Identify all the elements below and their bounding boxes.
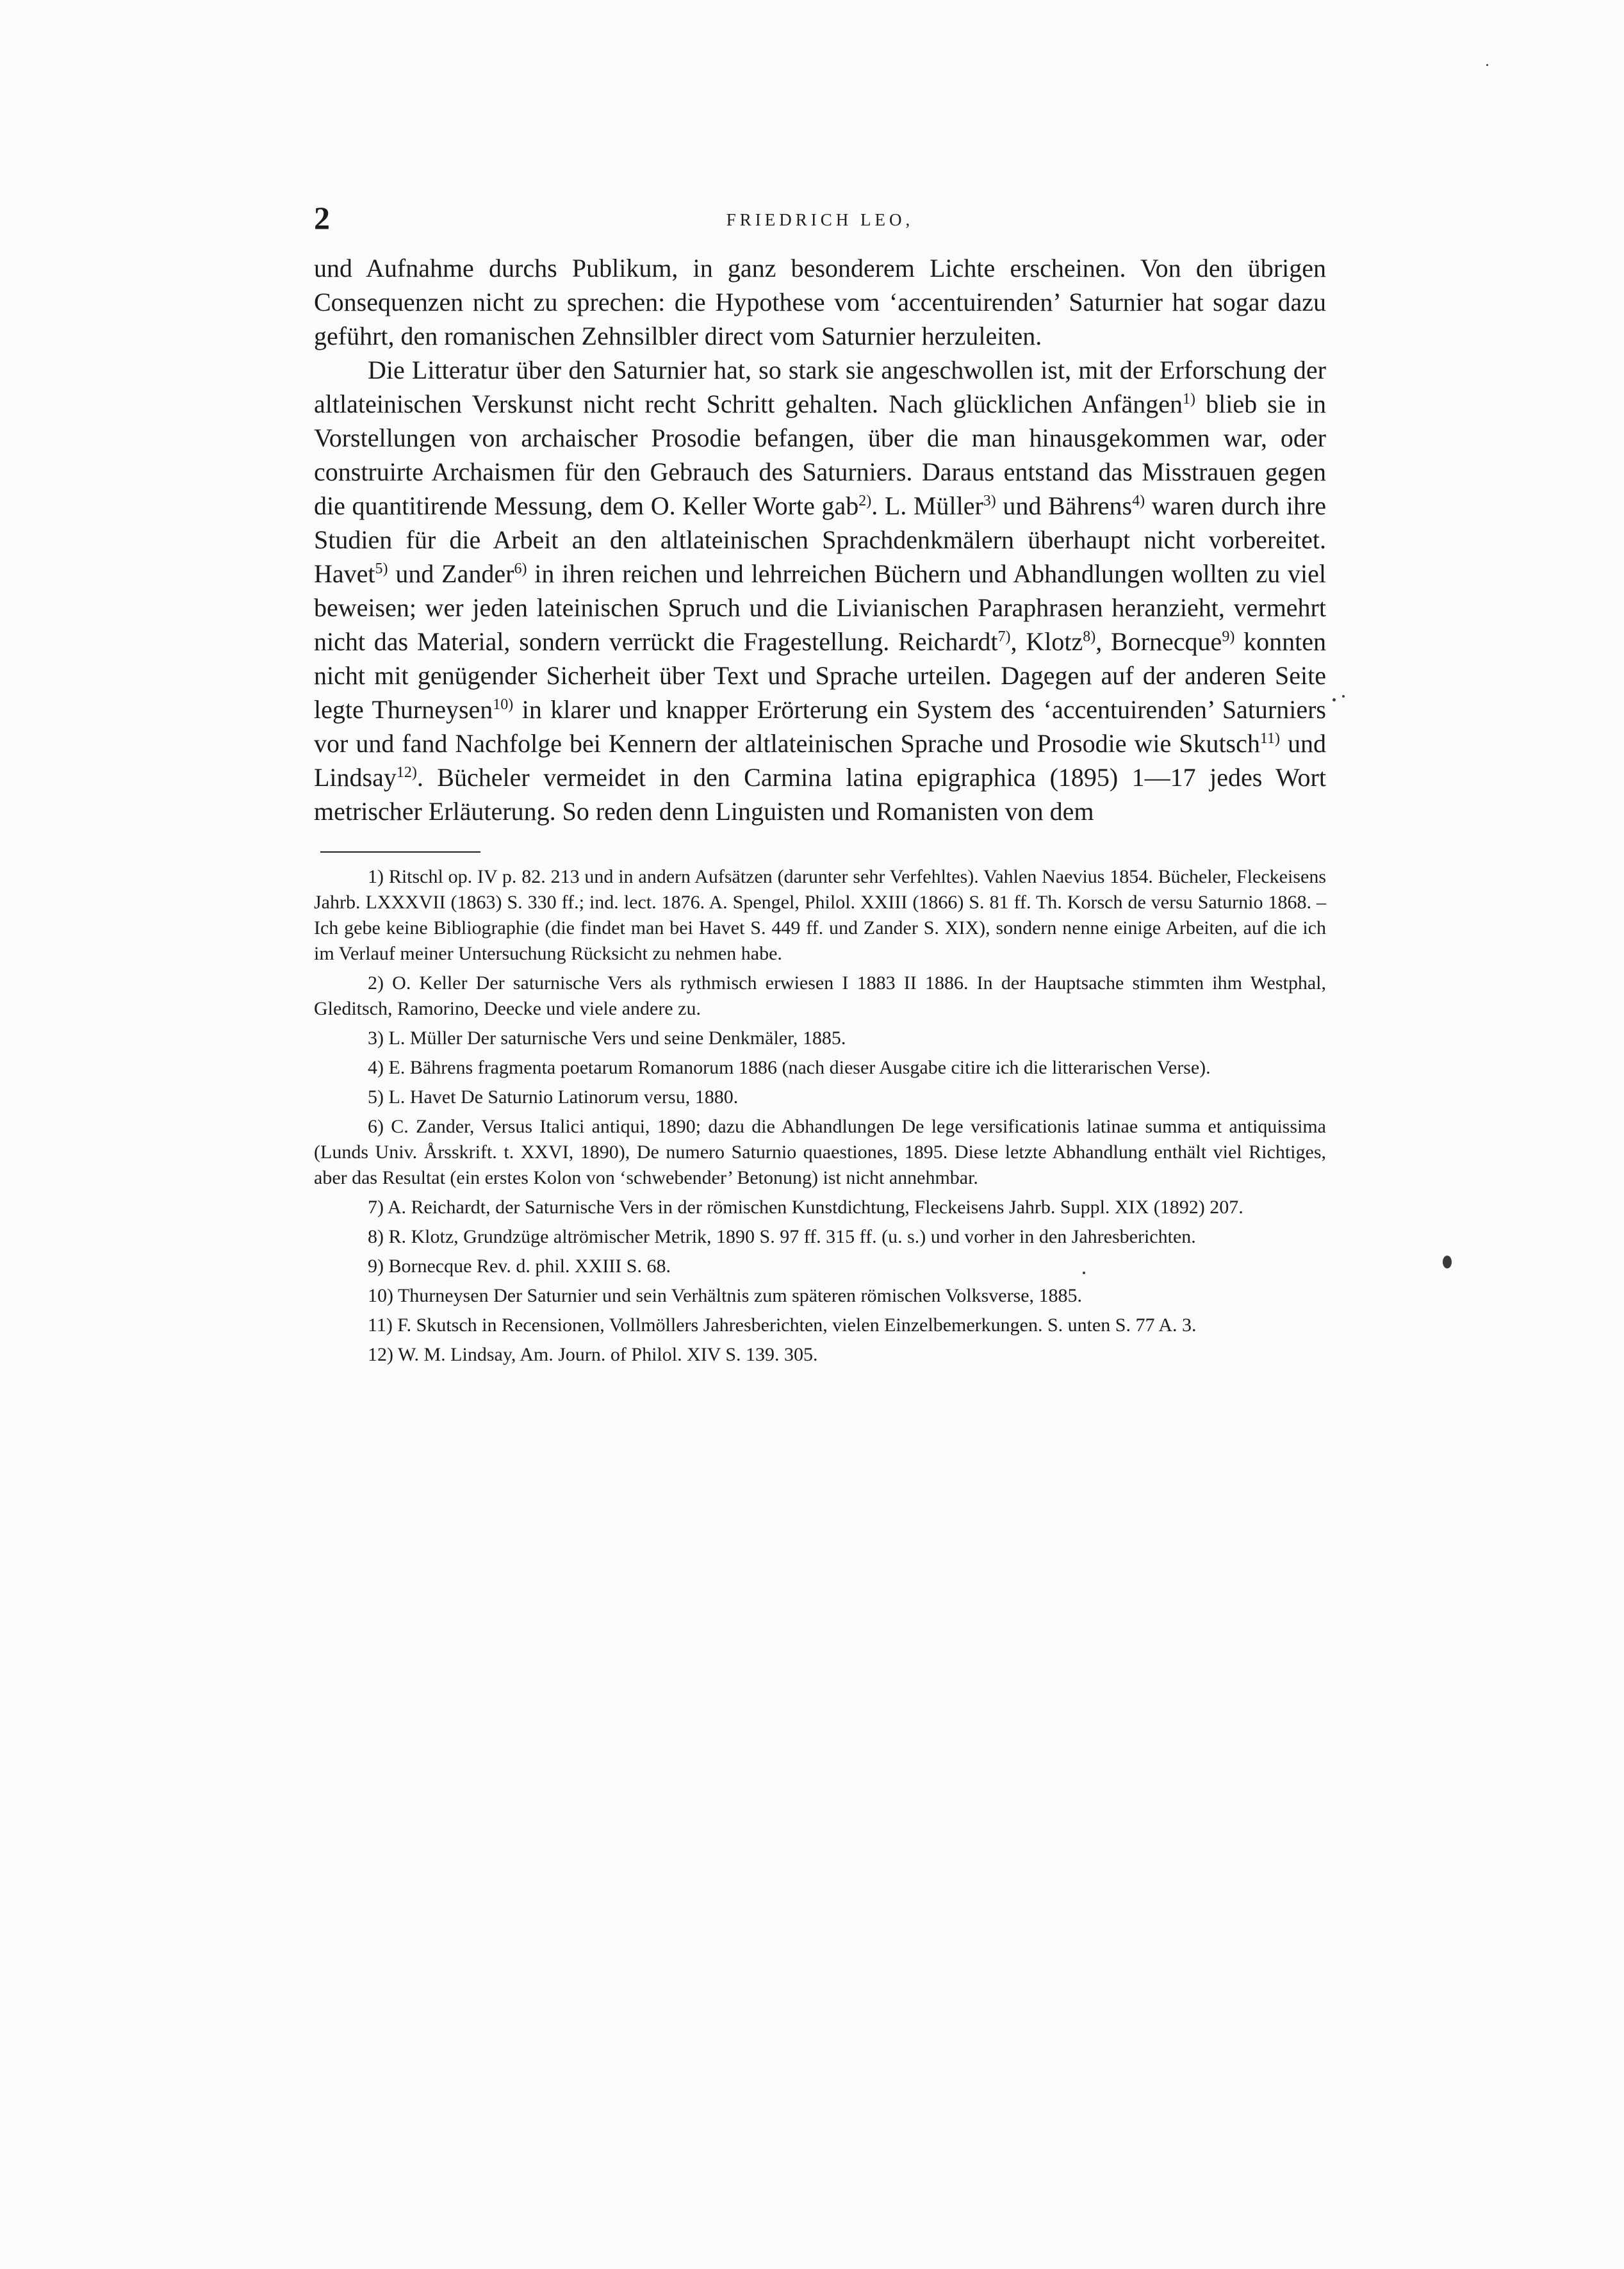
footnote-1: 1) Ritschl op. IV p. 82. 213 und in andern Aufsätzen (darunter sehr Verfehltes). Vahlen Naevius 1854. Bücheler, Fleckeisens Jahrb. LXXXVII (1863) S. 330 ff.; ind. lect. 1876. A. Spengel, Philol. XXIII (1866) S. 81 ff. Th. Korsch de versu Saturnio 1868. – Ich gebe keine Bibliographie (die findet man bei Havet S. 449 ff. und Zander S. XIX), sondern nenne einige Arbeiten, auf die ich im Verlauf meiner Untersuchung Rücksicht zu nehmen habe. [314,866,1326,964]
footnote-7: 7) A. Reichardt, der Saturnische Vers in der römischen Kunstdichtung, Fleckeisens Jahrb. Suppl. XIX (1892) 207. [368,1197,1243,1218]
footnote-8: 8) R. Klotz, Grundzüge altrömischer Metrik, 1890 S. 97 ff. 315 ff. (u. s.) und vorher in den Jahresberichten. [368,1226,1196,1247]
scan-speck [1443,1256,1452,1268]
footnote-4: 4) E. Bährens fragmenta poetarum Romanorum 1886 (nach dieser Ausgabe citire ich die litterarischen Verse). [368,1057,1211,1078]
footnote-6: 6) C. Zander, Versus Italici antiqui, 1890; dazu die Abhandlungen De lege versificationis latinae summa et antiquissima (Lunds Univ. Årsskrift. t. XXVI, 1890), De numero Saturnio quaestiones, 1895. Diese letzte Abhandlung enthält viel Richtiges, aber das Resultat (ein erstes Kolon von ‘schwebender’ Betonung) ist nicht annehmbar. [314,1116,1326,1188]
footnote-ref: 8) [1083,628,1096,645]
text-run: . Bücheler vermeidet in den Carmina latina epigraphica (1895) 1—17 jedes Wort metrischer Erläuterung. So reden denn Linguisten und Romanisten von dem [314,763,1326,826]
page-number: 2 [314,200,330,236]
footnote-ref: 3) [983,493,996,509]
footnote-11: 11) F. Skutsch in Recensionen, Vollmöllers Jahresberichten, vielen Einzelbemerkungen. S. unten S. 77 A. 3. [368,1315,1197,1336]
scan-speck [1333,698,1336,701]
footnote-ref: 9) [1222,628,1235,645]
footnote-ref: 2) [858,493,872,509]
footnote-ref: 11) [1259,730,1280,747]
paragraph-2 [314,353,1326,828]
paragraph-1: und Aufnahme durchs Publikum, in ganz besonderem Lichte erscheinen. Von den übrigen Consequenzen nicht zu sprechen: die Hypothese vom ‘accentuirenden’ Saturnier hat sogar dazu geführt, den romanischen Zehnsilbler direct vom Saturnier herzuleiten. [314,254,1326,350]
text-run: blieb sie in Vorstellungen von archaischer Prosodie befangen, über die man hinausgekommen war, oder construirte Archaismen für den Gebrauch des Saturniers. Daraus entstand das Misstrauen gegen die quantitirende Messung, dem O. Keller Worte gab [314,389,1327,520]
text-run: in klarer und knapper Erörterung ein System des ‘accentuirenden’ Saturniers vor und fand Nachfolge bei Kennern der altlateinischen Sprache und Prosodie wie Skutsch [314,695,1327,758]
footnote-ref: 4) [1132,493,1145,509]
page [314,199,1326,1372]
footnotes [314,864,1326,1368]
scan-speck [1486,64,1488,66]
text-run: in ihren reichen und lehrreichen Büchern und Abhandlungen wollten zu viel beweisen; wer jeden lateinischen Spruch und die Livianischen Paraphrasen heranzieht, vermehrt nicht das Material, sondern verrückt die Fragestellung. Reichardt [314,559,1327,656]
footnote-12: 12) W. M. Lindsay, Am. Journ. of Philol. XIV S. 139. 305. [368,1344,818,1365]
text-run: und Bährens [996,491,1133,520]
footnote-5: 5) L. Havet De Saturnio Latinorum versu, 1880. [368,1086,739,1108]
text-run: konnten nicht mit genügender Sicherheit über Text und Sprache urteilen. Dagegen auf der anderen Seite legte Thurneysen [314,627,1326,724]
text-run: und Zander [388,559,514,588]
footnote-ref: 5) [375,561,388,577]
running-head: FRIEDRICH LEO, [726,210,914,229]
footnote-10: 10) Thurneysen Der Saturnier und sein Verhältnis zum späteren römischen Volksverse, 1885. [368,1285,1083,1306]
footnote-3: 3) L. Müller Der saturnische Vers und seine Denkmäler, 1885. [368,1028,846,1049]
text-run: und Lindsay [314,729,1326,792]
scan-speck [1342,695,1345,698]
text-run: . L. Müller [871,491,983,520]
scan-speck [1083,1272,1085,1274]
footnote-ref: 7) [997,628,1011,645]
footnote-ref: 10) [493,696,514,713]
footnote-ref: 6) [514,561,527,577]
footnote-ref: 1) [1182,391,1195,407]
footnote-2: 2) O. Keller Der saturnische Vers als rythmisch erwiesen I 1883 II 1886. In der Hauptsache stimmten ihm Westphal, Gleditsch, Ramorino, Deecke und viele andere zu. [314,972,1326,1019]
main-text [314,251,1326,828]
text-run: , Klotz [1010,627,1083,656]
text-run: waren durch ihre Studien für die Arbeit an den altlateinischen Sprachdenkmälern überhaupt nicht vorbereitet. Havet [314,491,1326,588]
footnote-divider [320,851,480,853]
footnote-9: 9) Bornecque Rev. d. phil. XXIII S. 68. [368,1256,671,1277]
page-header [314,199,1326,237]
text-run: Die Litteratur über den Saturnier hat, so stark sie angeschwollen ist, mit der Erforschung der altlateinischen Verskunst nicht recht Schritt gehalten. Nach glücklichen Anfängen [314,356,1326,418]
footnote-ref: 12) [396,764,417,781]
text-run: , Bornecque [1095,627,1222,656]
